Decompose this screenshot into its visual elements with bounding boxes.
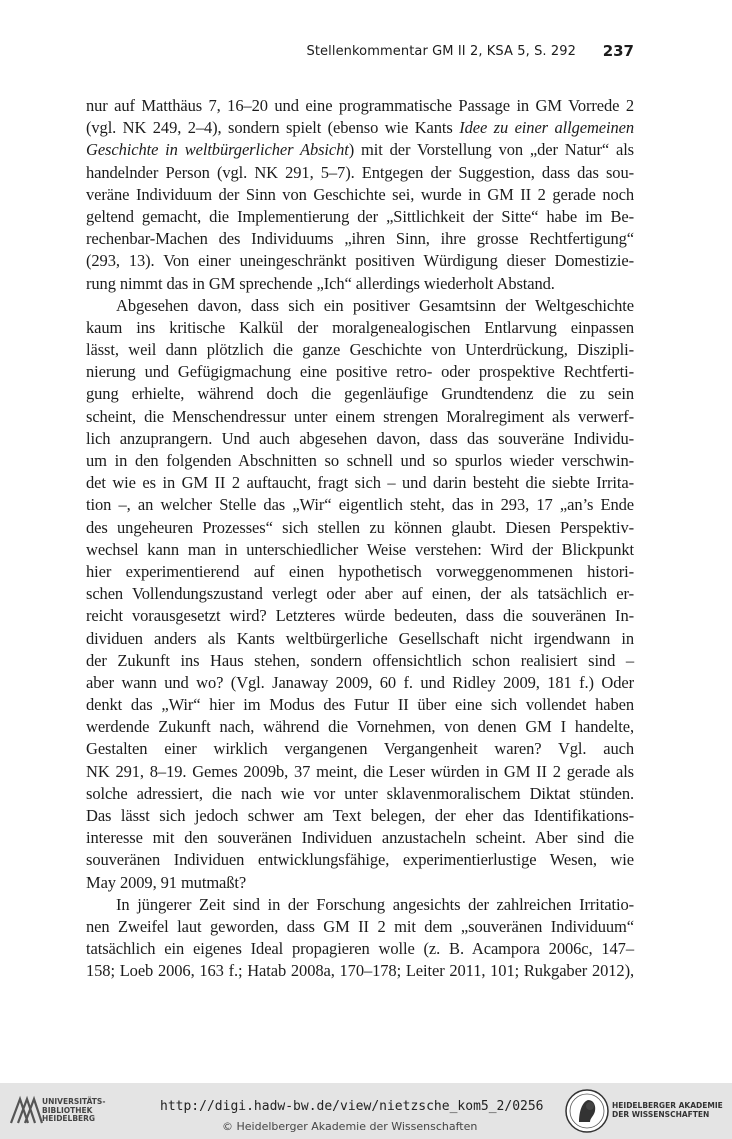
text-line: lässt, weil dann plötzlich die ganze Geschichte von Unterdrückung, Diszipli- xyxy=(86,340,634,360)
running-head: Stellenkommentar GM II 2, KSA 5, S. 292 xyxy=(306,44,576,59)
library-name xyxy=(42,1098,105,1124)
text-line: In jüngerer Zeit sind in der Forschung angesichts der zahlreichen Irritatio- xyxy=(116,894,634,914)
text-line: solche adressiert, die nach wie vor unter sklavenmoralischem Diktat stünden. xyxy=(86,783,634,803)
footer-bar xyxy=(0,1083,732,1139)
text-line: scheint, die Menschendressur unter einem strengen Moralregiment als verwerf- xyxy=(86,406,634,426)
page-number: 237 xyxy=(602,42,634,60)
text-line: Abgesehen davon, dass sich ein positiver Gesamtsinn der Weltgeschichte xyxy=(116,295,634,315)
text-line: der Zukunft ins Haus stehen, sondern offensichtlich schon realisiert sind – xyxy=(86,650,634,670)
text-line: souveränen Individuen entwicklungsfähige, experimentierlustige Wesen, wie xyxy=(86,850,634,870)
text-line: nierung und Gefügigmachung eine positive retro- oder prospektive Rechtferti- xyxy=(86,362,634,382)
body-text xyxy=(86,95,634,983)
text-line: rung nimmt das in GM sprechende „Ich“ allerdings wiederholt Abstand. xyxy=(86,273,555,293)
text-line: aber wann und wo? (Vgl. Janaway 2009, 60 f. und Ridley 2009, 181 f.) Oder xyxy=(86,672,634,692)
text-line: Das lässt sich jedoch schwer am Text belegen, der eher das Identifikations- xyxy=(86,806,634,825)
text-line: NK 291, 8–19. Gemes 2009b, 37 meint, die Leser würden in GM II 2 gerade als xyxy=(86,761,634,781)
text-line: May 2009, 91 mutmaßt? xyxy=(86,872,247,892)
text-line: gung erhielte, während doch die gegenläufige Grundtendenz die zu sein xyxy=(86,384,634,404)
text-line: nen Zweifel laut geworden, dass GM II 2 mit dem „souveränen Individuum“ xyxy=(86,916,634,936)
text-line: Geschichte in weltbürgerlicher Absicht) mit der Vorstellung von „der Natur“ als xyxy=(86,140,634,160)
text-line: um in den folgenden Abschnitten so schnell und so spurlos wieder verschwin- xyxy=(86,451,634,470)
text-line: tatsächlich ein eigenes Ideal propagieren wolle (z. B. Acampora 2006c, 147– xyxy=(86,939,634,959)
text-line: schen Vollendungszustand verlegt oder aber auf einen, der als tatsächlich er- xyxy=(86,584,634,604)
text-line: handelnder Person (vgl. NK 291, 5–7). Entgegen der Suggestion, dass das sou- xyxy=(86,162,634,182)
text-line: lich anzuprangern. Und auch abgesehen davon, dass das souveräne Individu- xyxy=(86,428,634,448)
permalink-url[interactable]: http://digi.hadw-bw.de/view/nietzsche_kom5_2/0256 xyxy=(160,1099,544,1114)
copyright-notice: © Heidelberger Akademie der Wissenschaften xyxy=(222,1120,478,1133)
academy-seal-icon xyxy=(564,1088,610,1134)
library-logo-icon xyxy=(8,1093,44,1127)
text-line: interesse mit den souveränen Individuen anzustacheln scheint. Aber sind die xyxy=(86,828,634,848)
text-line: det wie es in GM II 2 auftaucht, fragt sich – und darin besteht die siebte Irrita- xyxy=(86,473,634,493)
text-line: hier experimentierend auf einen hypothetisch vorweggenommenen histori- xyxy=(86,561,634,581)
text-line: veräne Individuum der Sinn von Geschichte sei, wurde in GM II 2 gerade noch xyxy=(86,184,634,204)
academy-name-line: HEIDELBERGER AKADEMIE xyxy=(612,1101,723,1110)
academy-name-line: DER WISSENSCHAFTEN xyxy=(612,1110,710,1119)
text-line: nur auf Matthäus 7, 16–20 und eine programmatische Passage in GM Vorrede 2 xyxy=(86,96,634,115)
text-line: (vgl. NK 249, 2–4), sondern spielt (ebenso wie Kants Idee zu einer allgemeinen xyxy=(86,118,634,138)
text-line: 158; Loeb 2006, 163 f.; Hatab 2008a, 170–178; Leiter 2011, 101; Rukgaber 2012), xyxy=(86,961,634,981)
text-line: denkt das „Wir“ hier im Modus des Futur II über eine sich vollendet haben xyxy=(86,695,634,715)
text-line: (293, 13). Von einer uneingeschränkt positiven Würdigung dieser Domestizie- xyxy=(86,251,634,271)
text-line: wechsel kann man in unterschiedlicher Weise verstehen: Wird der Blickpunkt xyxy=(86,539,634,559)
text-line: tion –, an welcher Stelle das „Wir“ eigentlich steht, das in 293, 17 „an’s Ende xyxy=(86,495,634,515)
library-name-line: BIBLIOTHEK xyxy=(42,1105,93,1115)
text-line: dividuen anders als Kants weltbürgerliche Gesellschaft nicht irgendwann in xyxy=(86,628,634,648)
text-line: rechenbar-Machen des Individuums „ihren Sinn, ihre grosse Rechtfertigung“ xyxy=(86,229,634,249)
library-name-line: UNIVERSITÄTS- xyxy=(42,1097,106,1106)
text-line: kaum ins kritische Kalkül der moralgenealogischen Entlarvung einpassen xyxy=(86,317,634,337)
text-line: geltend gemacht, die Implementierung der „Sittlichkeit der Sitte“ habe im Be- xyxy=(86,206,634,226)
text-line: reicht vorausgesetzt wird? Letzteres würde bedeuten, dass die souveränen In- xyxy=(86,606,634,626)
text-line: Gestalten einer wirklich vergangenen Vergangenheit waren? Vgl. auch xyxy=(86,739,634,759)
text-line: des ungeheuren Prozesses“ sich stellen zu können glaubt. Diesen Perspektiv- xyxy=(86,517,634,537)
academy-name xyxy=(612,1101,723,1119)
library-name-line: HEIDELBERG xyxy=(42,1114,96,1123)
text-line: werdende Zukunft nach, während die Vornehmen, von denen GM I handelte, xyxy=(86,717,634,737)
page-header xyxy=(86,42,634,66)
